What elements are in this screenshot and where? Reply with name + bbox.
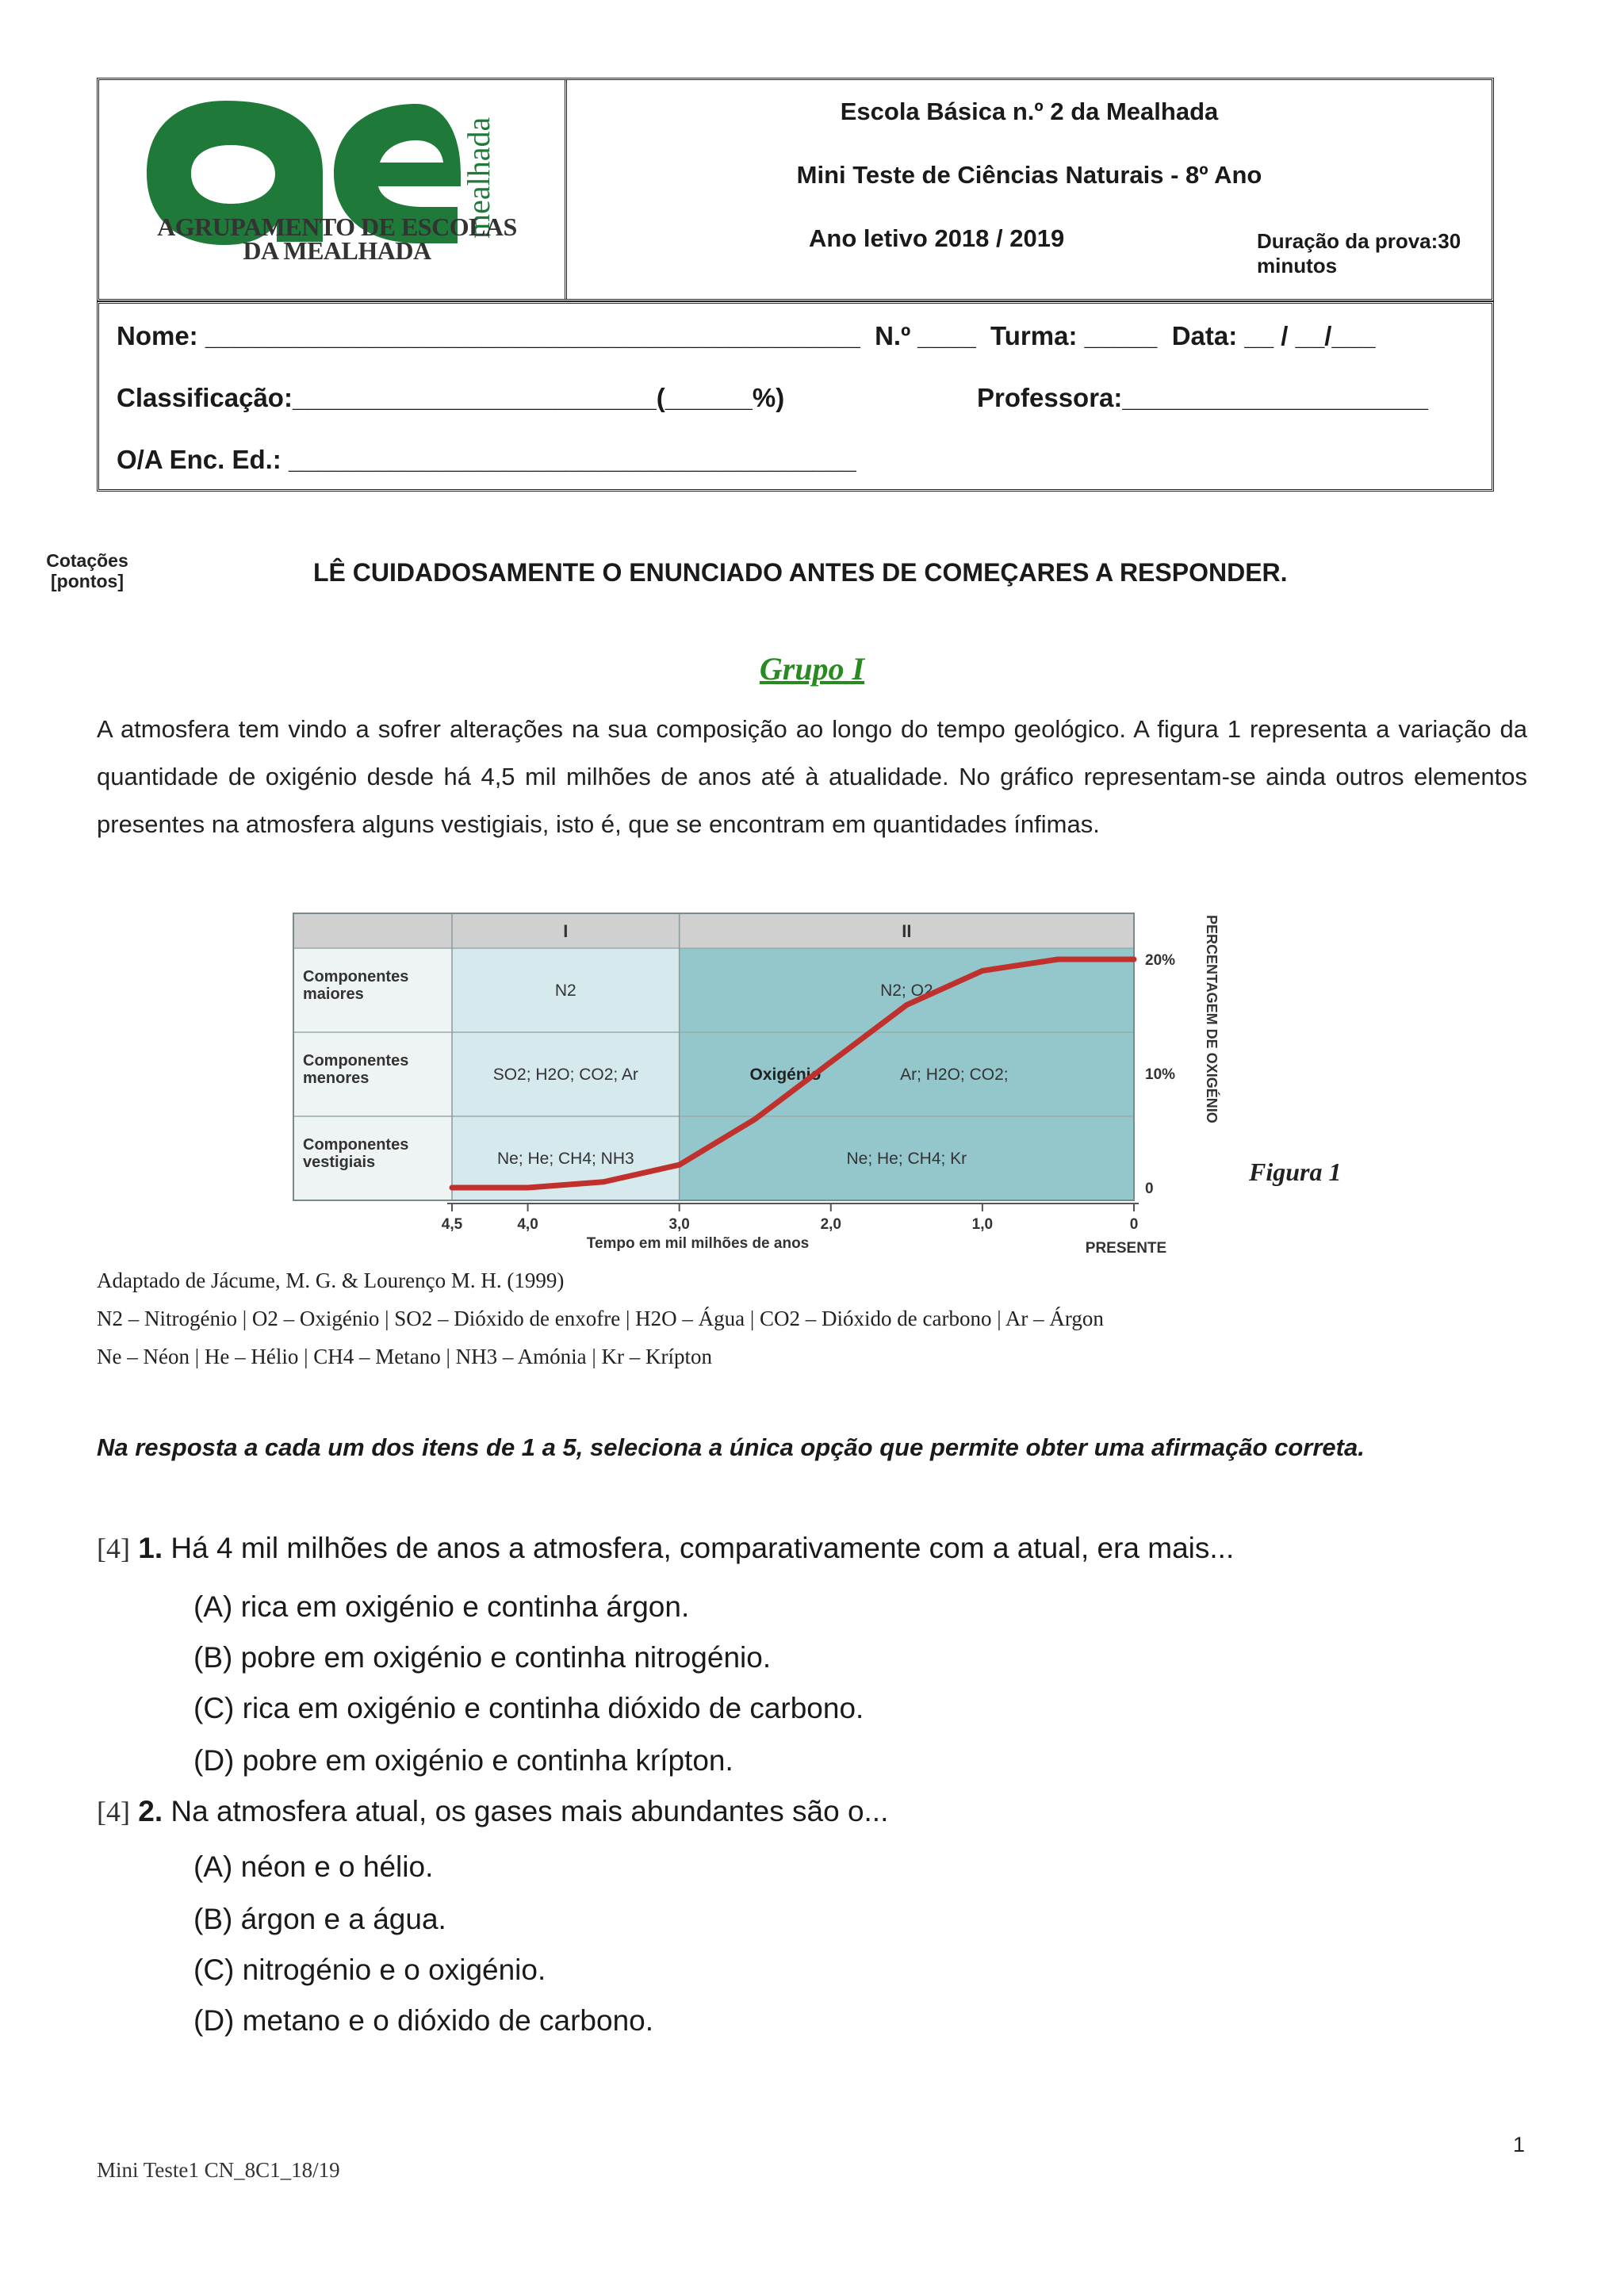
period-ii-cell: Ne; He; CH4; Kr [846, 1150, 967, 1168]
question-points: [4] [97, 1533, 130, 1564]
x-tick-label: 3,0 [668, 1216, 690, 1233]
q2-option-c[interactable]: (C) nitrogénio e o oxigénio. [193, 1954, 546, 1986]
row-header-label: vestigiais [303, 1154, 376, 1171]
period-i-cell: N2 [554, 982, 576, 1000]
y-tick-label: 20% [1145, 952, 1176, 969]
q1-option-a[interactable]: (A) rica em oxigénio e continha árgon. [193, 1590, 690, 1623]
y-tick-label: 0 [1145, 1181, 1154, 1197]
y-tick-label: 10% [1145, 1066, 1176, 1083]
q2-option-a[interactable]: (A) néon e o hélio. [193, 1850, 434, 1883]
q1-option-c[interactable]: (C) rica em oxigénio e continha dióxido de carbono. [193, 1692, 864, 1724]
chart-header-band [293, 913, 1134, 948]
test-duration: Duração da prova:30 minutos [1257, 229, 1461, 277]
question-number: 2. [138, 1795, 163, 1827]
oxygen-curve-label: Oxigénio [749, 1066, 822, 1084]
student-info-box [97, 301, 1494, 492]
instructions: Na resposta a cada um dos itens de 1 a 5, seleciona a única opção que permite obter uma afirmação correta. [97, 1433, 1365, 1461]
logo-graphic [99, 80, 567, 299]
question-text: Na atmosfera atual, os gases mais abundantes são o... [170, 1795, 889, 1827]
group-title: Grupo I [759, 651, 865, 687]
source-credit: Adaptado de Jácume, M. G. & Lourenço M. H. (1999) [97, 1269, 565, 1292]
school-logo [99, 80, 567, 299]
svg-text:mealhada: mealhada [461, 117, 496, 239]
header-info [567, 80, 1492, 299]
y-axis-title: PERCENTAGEM DE OXIGÉNIO [1204, 915, 1220, 1123]
x-tick-label: 1,0 [971, 1216, 994, 1233]
logo-line-1: AGRUPAMENTO DE ESCOLAS [157, 212, 517, 241]
legend-line-2: Ne – Néon | He – Hélio | CH4 – Metano | NH3 – Amónia | Kr – Krípton [97, 1345, 713, 1368]
question-2 [97, 1795, 888, 1828]
legend-line-1: N2 – Nitrogénio | O2 – Oxigénio | SO2 – Dióxido de enxofre | H2O – Água | CO2 – Dióxido de carbono | Ar – Árgon [97, 1307, 1104, 1330]
footer-code: Mini Teste1 CN_8C1_18/19 [97, 2158, 340, 2182]
row-header-label: maiores [303, 985, 364, 1003]
row-header-label: Componentes [303, 968, 409, 985]
teacher-field[interactable]: Professora:_____________________ [977, 383, 1428, 412]
period-ii-cell: Ar; H2O; CO2; [900, 1066, 1009, 1084]
q1-option-d[interactable]: (D) pobre em oxigénio e continha krípton. [193, 1744, 733, 1777]
figure-label: Figura 1 [1249, 1158, 1342, 1186]
school-name: Escola Básica n.º 2 da Mealhada [840, 98, 1219, 125]
read-carefully-warning: LÊ CUIDADOSAMENTE O ENUNCIADO ANTES DE COMEÇARES A RESPONDER. [313, 558, 1288, 587]
school-group-name [139, 212, 535, 265]
guardian-field[interactable]: O/A Enc. Ed.: _______________________________________ [117, 445, 856, 474]
question-1 [97, 1532, 1234, 1565]
logo-line-2: DA MEALHADA [243, 236, 431, 265]
x-tick-label: 4,5 [441, 1216, 463, 1233]
row-header-label: menores [303, 1070, 370, 1087]
page-number: 1 [1513, 2133, 1526, 2156]
period-i-header: I [563, 921, 569, 941]
classification-field[interactable]: Classificação:_________________________(______%) [117, 383, 785, 412]
period-ii-header: II [902, 921, 912, 941]
x-axis-title: Tempo em mil milhões de anos [586, 1235, 810, 1252]
row-header-label: Componentes [303, 1052, 409, 1070]
period-i-cell: Ne; He; CH4; NH3 [496, 1150, 634, 1168]
q1-option-b[interactable]: (B) pobre em oxigénio e continha nitrogénio. [193, 1641, 772, 1674]
x-tick-label: 4,0 [517, 1216, 538, 1233]
intro-paragraph: A atmosfera tem vindo a sofrer alterações na sua composição ao longo do tempo geológico. A figura 1 representa a variação da quantidade de oxigénio desde há 4,5 mil milhões de anos até à atualidade. No gráfico representam-se ainda outros elementos presentes na atmosfera alguns vestigiais, isto é, que se encontram em quantidades ínfimas. [97, 715, 1527, 838]
question-points: [4] [97, 1796, 130, 1827]
period-ii-cell: N2; O2 [880, 982, 933, 1000]
school-year: Ano letivo 2018 / 2019 [809, 224, 1065, 252]
q2-option-d[interactable]: (D) metano e o dióxido de carbono. [193, 2004, 654, 2037]
x-present-label: PRESENTE [1085, 1240, 1167, 1257]
test-title: Mini Teste de Ciências Naturais - 8º Ano [796, 161, 1262, 189]
x-tick-label: 2,0 [820, 1216, 841, 1233]
name-field[interactable]: Nome: _____________________________________________ N.º ____ Turma: _____ Data: __ / __/___ [117, 321, 1376, 350]
row-header-label: Componentes [303, 1136, 409, 1154]
question-number: 1. [138, 1532, 163, 1564]
header-table [97, 78, 1494, 301]
oxygen-chart [293, 902, 1253, 1257]
x-tick-label: 0 [1129, 1216, 1139, 1233]
question-text: Há 4 mil milhões de anos a atmosfera, comparativamente com a atual, era mais... [170, 1532, 1235, 1564]
cotacoes-label: Cotações [pontos] [46, 550, 128, 591]
q2-option-b[interactable]: (B) árgon e a água. [193, 1903, 446, 1935]
period-i-cell: SO2; H2O; CO2; Ar [492, 1066, 638, 1084]
